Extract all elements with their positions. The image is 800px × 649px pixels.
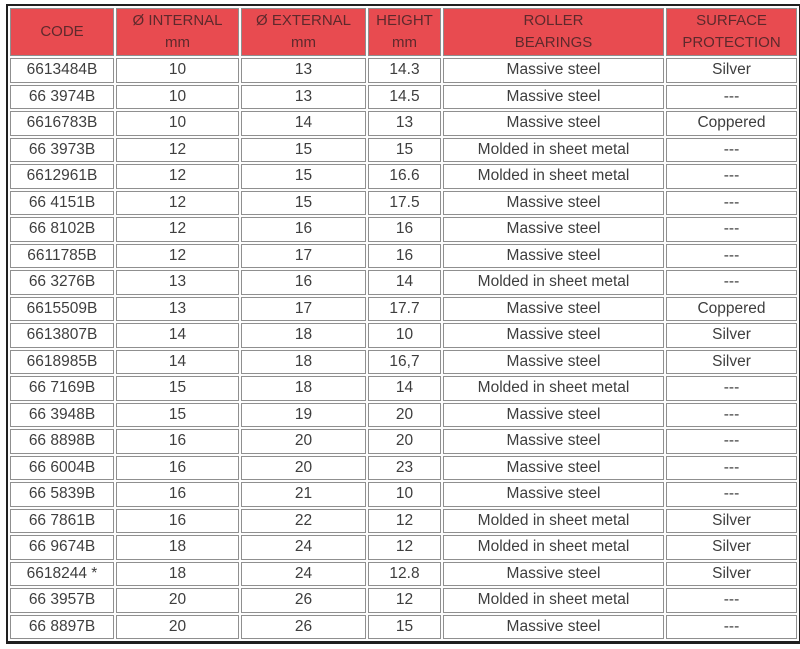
table-cell: 14.5: [368, 85, 441, 110]
table-cell: 21: [241, 482, 366, 507]
table-cell: 16: [368, 244, 441, 269]
table-cell: 24: [241, 535, 366, 560]
table-cell: 12: [368, 535, 441, 560]
table-row: [10, 615, 797, 640]
table-cell: 10: [368, 323, 441, 348]
table-cell: 18: [116, 562, 239, 587]
header-label: SURFACE: [696, 11, 767, 29]
table-row: [10, 350, 797, 375]
table-cell: ---: [666, 615, 797, 640]
table-cell: 16: [368, 217, 441, 242]
table-cell: 16,7: [368, 350, 441, 375]
table-cell: Massive steel: [443, 456, 664, 481]
table-row: [10, 164, 797, 189]
table-cell: 15: [368, 615, 441, 640]
table-row: [10, 403, 797, 428]
table-cell: 12: [368, 509, 441, 534]
table-cell: 17: [241, 244, 366, 269]
table-cell: 15: [116, 403, 239, 428]
table-cell: ---: [666, 482, 797, 507]
table-cell: 14: [241, 111, 366, 136]
header-label: CODE: [40, 22, 84, 40]
table-cell: 12: [116, 164, 239, 189]
header-sublabel: BEARINGS: [514, 34, 593, 51]
table-cell: 23: [368, 456, 441, 481]
header-label: Ø INTERNAL: [132, 11, 223, 29]
table-cell: 15: [116, 376, 239, 401]
table-cell: 20: [116, 615, 239, 640]
table-cell: 20: [368, 403, 441, 428]
table-cell: 66 6004B: [10, 456, 114, 481]
table-cell: 6611785B: [10, 244, 114, 269]
table-cell: Massive steel: [443, 562, 664, 587]
table-cell: 26: [241, 615, 366, 640]
bearings-table: [6, 4, 800, 644]
table-row: [10, 588, 797, 613]
table-cell: 16: [116, 429, 239, 454]
table-row: [10, 244, 797, 269]
table-cell: Silver: [666, 58, 797, 83]
table-cell: 14.3: [368, 58, 441, 83]
table-cell: 13: [368, 111, 441, 136]
table-cell: Coppered: [666, 297, 797, 322]
table-cell: 6612961B: [10, 164, 114, 189]
table-cell: Massive steel: [443, 429, 664, 454]
header-sublabel: mm: [291, 34, 316, 51]
table-cell: 16.6: [368, 164, 441, 189]
table-row: [10, 85, 797, 110]
table-cell: 10: [116, 58, 239, 83]
table-cell: 20: [241, 429, 366, 454]
table-row: [10, 323, 797, 348]
table-cell: 66 5839B: [10, 482, 114, 507]
column-header-code: [10, 8, 114, 56]
table-cell: Molded in sheet metal: [443, 138, 664, 163]
table-cell: ---: [666, 376, 797, 401]
header-sublabel: mm: [392, 34, 417, 51]
table-cell: 12: [368, 588, 441, 613]
table-cell: 20: [116, 588, 239, 613]
table-cell: 66 3957B: [10, 588, 114, 613]
table-row: [10, 376, 797, 401]
header-label: Ø EXTERNAL: [255, 11, 352, 29]
header-label: ROLLER: [523, 11, 584, 29]
table-cell: 14: [116, 350, 239, 375]
column-header-height: [368, 8, 441, 56]
table-row: [10, 191, 797, 216]
table-cell: 6616783B: [10, 111, 114, 136]
header-sublabel: PROTECTION: [682, 34, 781, 51]
table-cell: 6613807B: [10, 323, 114, 348]
table-cell: 17: [241, 297, 366, 322]
table-cell: 66 3276B: [10, 270, 114, 295]
table-cell: Molded in sheet metal: [443, 164, 664, 189]
table-cell: 16: [241, 270, 366, 295]
table-cell: ---: [666, 164, 797, 189]
table-cell: 12.8: [368, 562, 441, 587]
table-cell: ---: [666, 456, 797, 481]
table-cell: Massive steel: [443, 244, 664, 269]
header-row: [10, 8, 797, 56]
table-cell: Molded in sheet metal: [443, 509, 664, 534]
table-cell: Silver: [666, 350, 797, 375]
table-row: [10, 535, 797, 560]
table-cell: Massive steel: [443, 191, 664, 216]
table-row: [10, 217, 797, 242]
table-cell: 13: [241, 85, 366, 110]
table-cell: ---: [666, 429, 797, 454]
table-cell: 19: [241, 403, 366, 428]
table-cell: Massive steel: [443, 85, 664, 110]
table-cell: Silver: [666, 509, 797, 534]
table-cell: Molded in sheet metal: [443, 376, 664, 401]
table-cell: 10: [116, 85, 239, 110]
table-cell: ---: [666, 191, 797, 216]
table-cell: 66 8897B: [10, 615, 114, 640]
table-cell: ---: [666, 244, 797, 269]
table-cell: 6615509B: [10, 297, 114, 322]
table-cell: Massive steel: [443, 111, 664, 136]
table-cell: 66 9674B: [10, 535, 114, 560]
table-row: [10, 138, 797, 163]
table-cell: 16: [116, 509, 239, 534]
table-row: [10, 456, 797, 481]
column-header-external-diameter: [241, 8, 366, 56]
column-header-roller-bearings: [443, 8, 664, 56]
table-cell: Massive steel: [443, 403, 664, 428]
table-cell: Molded in sheet metal: [443, 270, 664, 295]
table-cell: 66 3948B: [10, 403, 114, 428]
table-cell: Coppered: [666, 111, 797, 136]
table-cell: 18: [241, 376, 366, 401]
table-row: [10, 482, 797, 507]
table-cell: 13: [116, 297, 239, 322]
table-cell: Massive steel: [443, 58, 664, 83]
table-cell: 14: [368, 376, 441, 401]
table-cell: 12: [116, 138, 239, 163]
table-row: [10, 58, 797, 83]
table-cell: ---: [666, 217, 797, 242]
table-cell: 15: [368, 138, 441, 163]
table-row: [10, 111, 797, 136]
table-cell: ---: [666, 588, 797, 613]
table-cell: ---: [666, 403, 797, 428]
table-row: [10, 562, 797, 587]
table-cell: 14: [116, 323, 239, 348]
table-cell: 18: [241, 323, 366, 348]
table-cell: 22: [241, 509, 366, 534]
table-cell: 6618244 *: [10, 562, 114, 587]
table-row: [10, 509, 797, 534]
table-cell: Silver: [666, 562, 797, 587]
table-cell: 12: [116, 244, 239, 269]
table-cell: 17.7: [368, 297, 441, 322]
table-cell: 13: [116, 270, 239, 295]
table-cell: Massive steel: [443, 482, 664, 507]
table-cell: Silver: [666, 323, 797, 348]
table-cell: Massive steel: [443, 350, 664, 375]
table-cell: 66 7169B: [10, 376, 114, 401]
table-cell: 10: [368, 482, 441, 507]
table-cell: Massive steel: [443, 323, 664, 348]
table-cell: 12: [116, 191, 239, 216]
table-cell: Massive steel: [443, 297, 664, 322]
table-cell: 24: [241, 562, 366, 587]
table-cell: Massive steel: [443, 615, 664, 640]
table-cell: Silver: [666, 535, 797, 560]
table-cell: 66 7861B: [10, 509, 114, 534]
table-cell: 16: [241, 217, 366, 242]
table-cell: Molded in sheet metal: [443, 535, 664, 560]
table-cell: Massive steel: [443, 217, 664, 242]
table-cell: 18: [241, 350, 366, 375]
table-row: [10, 297, 797, 322]
header-sublabel: mm: [165, 34, 190, 51]
table-cell: 20: [241, 456, 366, 481]
table-cell: 26: [241, 588, 366, 613]
table-cell: 15: [241, 191, 366, 216]
table-cell: 66 8898B: [10, 429, 114, 454]
table-cell: 16: [116, 456, 239, 481]
table-cell: ---: [666, 85, 797, 110]
table-cell: 20: [368, 429, 441, 454]
table-cell: 66 3973B: [10, 138, 114, 163]
table-cell: ---: [666, 270, 797, 295]
table-cell: 14: [368, 270, 441, 295]
table-cell: 66 3974B: [10, 85, 114, 110]
table-cell: 15: [241, 138, 366, 163]
table-header: [10, 8, 797, 56]
table-cell: 10: [116, 111, 239, 136]
table-row: [10, 270, 797, 295]
table-cell: 15: [241, 164, 366, 189]
column-header-surface-protection: [666, 8, 797, 56]
header-label: HEIGHT: [376, 11, 433, 29]
table-cell: 66 4151B: [10, 191, 114, 216]
table-cell: Molded in sheet metal: [443, 588, 664, 613]
table-cell: 17.5: [368, 191, 441, 216]
table-cell: 6618985B: [10, 350, 114, 375]
table-row: [10, 429, 797, 454]
table-cell: 66 8102B: [10, 217, 114, 242]
table-cell: 13: [241, 58, 366, 83]
table-cell: ---: [666, 138, 797, 163]
table-cell: 18: [116, 535, 239, 560]
table-cell: 6613484B: [10, 58, 114, 83]
table-body: [10, 58, 797, 639]
table-cell: 12: [116, 217, 239, 242]
column-header-internal-diameter: [116, 8, 239, 56]
table-cell: 16: [116, 482, 239, 507]
